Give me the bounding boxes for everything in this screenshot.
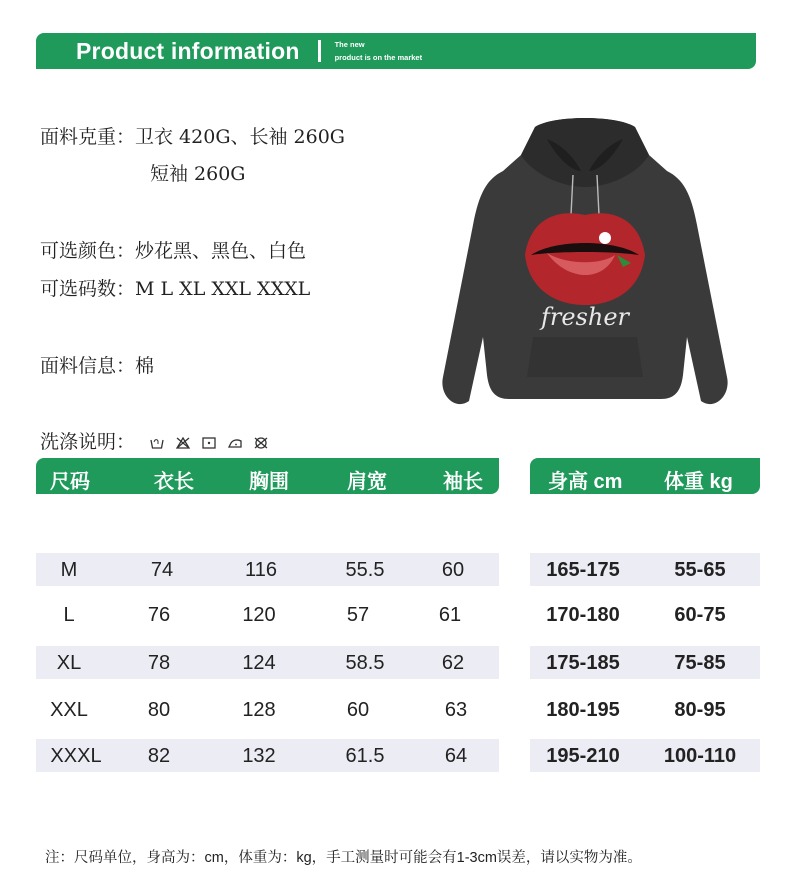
tumble-dry-icon xyxy=(201,436,217,450)
banner-subtitle xyxy=(335,38,423,64)
table-row xyxy=(530,598,760,631)
sleeve-cell: 63 xyxy=(444,699,468,721)
weight-cell: 55-65 xyxy=(674,559,726,581)
size-header-sleeve: 袖长 xyxy=(443,471,483,493)
spec-weight-label: 面料克重： xyxy=(40,126,136,148)
spec-sizes xyxy=(40,274,310,301)
spec-weight-value-line2: 短袖 260G xyxy=(150,163,246,185)
table-row xyxy=(530,553,760,586)
height-cell: 170-180 xyxy=(546,604,620,626)
fit-header-weight: 体重 kg xyxy=(664,471,733,493)
print-text: fresher xyxy=(540,303,630,331)
shoulder-cell: 58.5 xyxy=(345,652,385,674)
banner-title: Product information xyxy=(76,37,300,64)
length-cell: 74 xyxy=(150,559,174,581)
measurement-note: 注：尺码单位，身高为：cm，体重为：kg，手工测量时可能会有1-3cm误差，请以实物为准。 xyxy=(45,850,642,866)
spec-colors-value: 炒花黑、黑色、白色 xyxy=(135,240,307,262)
banner-subtitle-line1: The new xyxy=(334,40,365,49)
fit-table-header xyxy=(530,458,760,494)
height-cell: 180-195 xyxy=(546,699,620,721)
shoulder-cell: 61.5 xyxy=(345,745,385,767)
chest-cell: 116 xyxy=(245,559,277,581)
fit-header-height: 身高 cm xyxy=(548,471,623,493)
size-cell: M xyxy=(60,559,78,581)
chest-cell: 120 xyxy=(242,604,276,626)
size-header-length: 衣长 xyxy=(154,471,194,493)
size-cell: L xyxy=(63,604,75,626)
spec-colors xyxy=(40,236,306,263)
hoodie-product-image xyxy=(435,115,735,415)
spec-weight-value-line1: 卫衣 420G、长袖 260G xyxy=(135,126,345,148)
size-cell: XXXL xyxy=(50,745,102,767)
spec-wash-label: 洗涤说明： xyxy=(40,431,136,453)
weight-cell: 60-75 xyxy=(674,604,726,626)
spec-weight-line2 xyxy=(150,159,245,186)
size-table-header xyxy=(36,458,499,494)
length-cell: 76 xyxy=(147,604,171,626)
spec-fabric xyxy=(40,351,154,378)
shoulder-cell: 55.5 xyxy=(345,559,385,581)
spec-sizes-label: 可选码数： xyxy=(40,278,136,300)
sleeve-cell: 61 xyxy=(438,604,462,626)
chest-cell: 132 xyxy=(242,745,276,767)
table-row xyxy=(530,646,760,679)
spec-weight xyxy=(40,122,345,149)
spec-wash xyxy=(40,427,269,454)
chest-cell: 124 xyxy=(242,652,276,674)
banner-subtitle-line2: product is on the market xyxy=(334,53,423,62)
table-row xyxy=(36,646,499,679)
length-cell: 80 xyxy=(147,699,171,721)
table-row xyxy=(36,553,499,586)
table-row xyxy=(36,693,499,726)
size-header-size: 尺码 xyxy=(50,471,90,493)
spec-sizes-value: M L XL XXL XXXL xyxy=(135,278,311,300)
spec-colors-label: 可选颜色： xyxy=(40,240,136,262)
height-cell: 175-185 xyxy=(546,652,620,674)
length-cell: 82 xyxy=(147,745,171,767)
height-cell: 195-210 xyxy=(546,745,620,767)
wash-care-icons xyxy=(149,436,269,450)
shoulder-cell: 57 xyxy=(346,604,370,626)
spec-fabric-label: 面料信息： xyxy=(40,355,136,377)
sleeve-cell: 64 xyxy=(444,745,468,767)
table-row xyxy=(530,739,760,772)
table-row xyxy=(530,693,760,726)
size-header-shoulder: 肩宽 xyxy=(347,471,387,493)
size-header-chest: 胸围 xyxy=(249,471,289,493)
spec-fabric-value: 棉 xyxy=(135,355,155,377)
height-cell: 165-175 xyxy=(546,559,620,581)
hand-wash-icon xyxy=(149,436,165,450)
weight-cell: 75-85 xyxy=(674,652,726,674)
table-row xyxy=(36,739,499,772)
weight-cell: 80-95 xyxy=(674,699,726,721)
banner-divider xyxy=(318,40,321,62)
size-cell: XXL xyxy=(50,699,88,721)
shoulder-cell: 60 xyxy=(346,699,370,721)
length-cell: 78 xyxy=(147,652,171,674)
product-info-banner xyxy=(36,33,756,69)
chest-cell: 128 xyxy=(242,699,276,721)
weight-cell: 100-110 xyxy=(663,745,737,767)
table-row xyxy=(36,598,499,631)
sleeve-cell: 62 xyxy=(441,652,465,674)
do-not-dry-clean-icon xyxy=(253,436,269,450)
iron-low-icon xyxy=(227,436,243,450)
do-not-bleach-icon xyxy=(175,436,191,450)
size-cell: XL xyxy=(56,652,82,674)
sleeve-cell: 60 xyxy=(441,559,465,581)
